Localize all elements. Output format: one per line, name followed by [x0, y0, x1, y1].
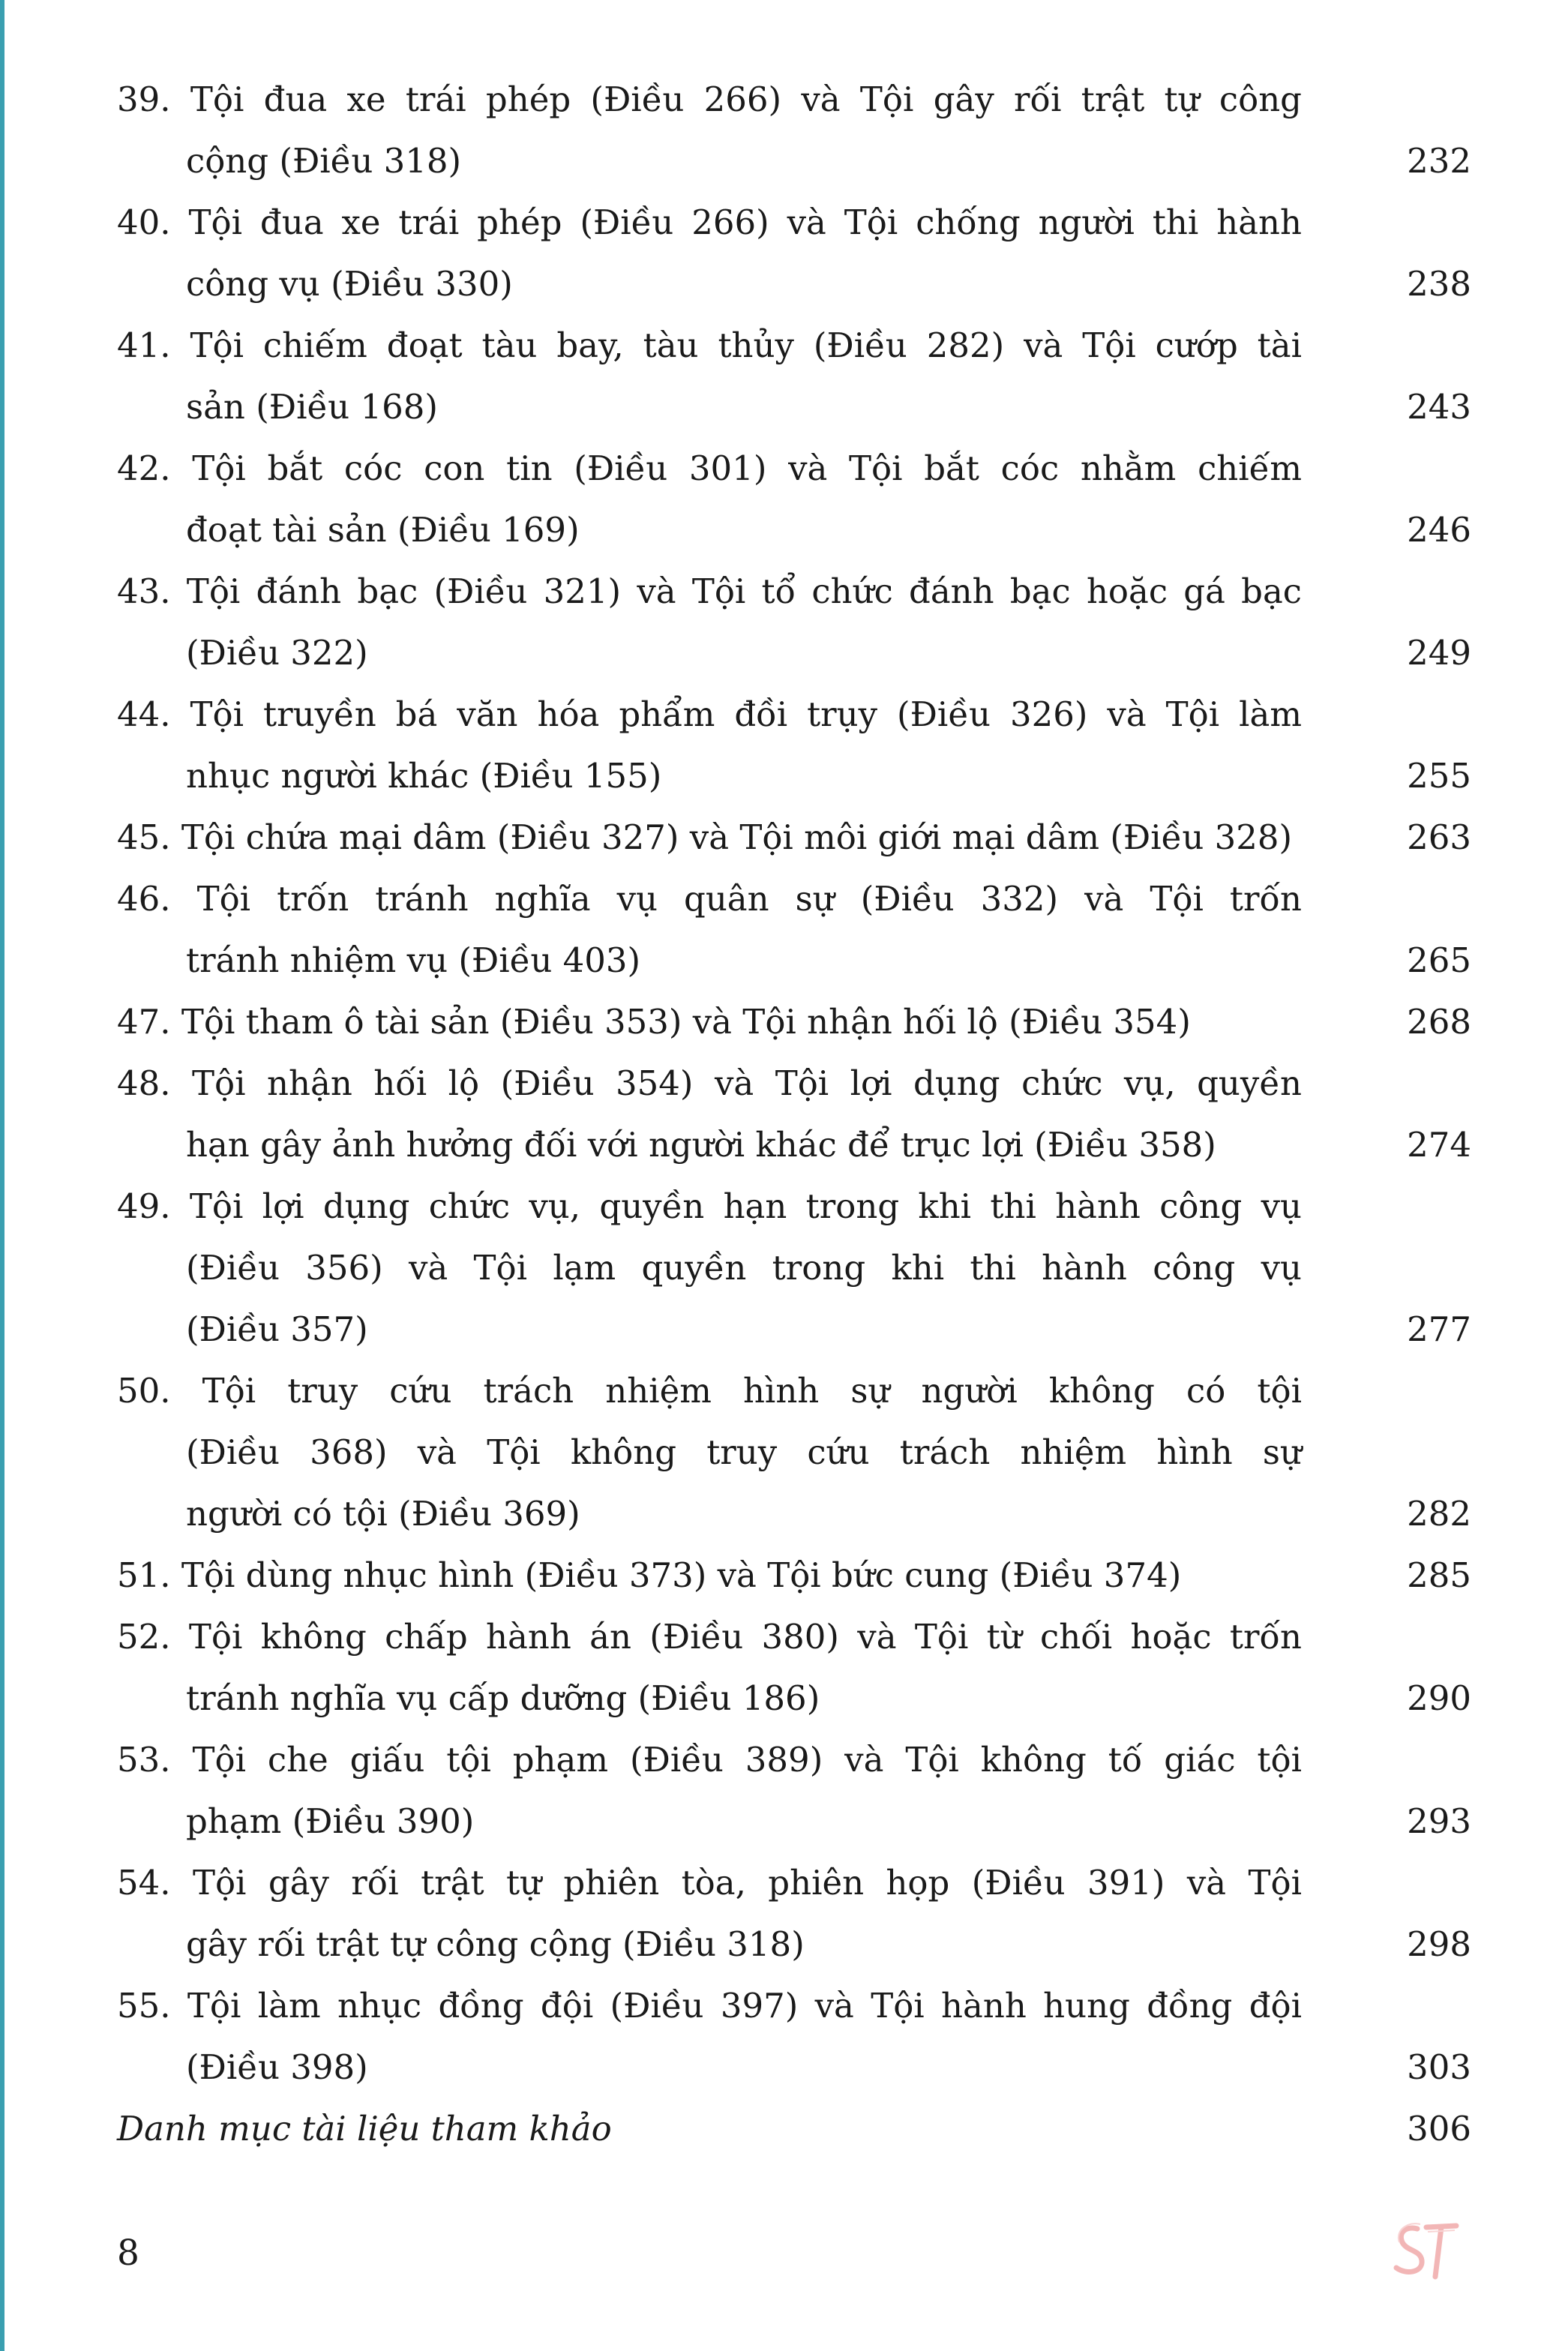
toc-entry-title: 40. Tội đua xe trái phép (Điều 266) và Tội chống người thi hành [117, 202, 1302, 242]
toc-entry [117, 1975, 1471, 2098]
toc-entry-title-continuation: tránh nghĩa vụ cấp dưỡng (Điều 186) [186, 1678, 820, 1718]
toc-entry-page-number: 246 [1407, 510, 1471, 550]
toc-entry-page-number: 243 [1407, 387, 1471, 427]
toc-entry-title-continuation: sản (Điều 168) [186, 387, 438, 427]
toc-entry [117, 1606, 1471, 1729]
toc-entry [117, 1852, 1471, 1975]
toc-entry-title: 44. Tội truyền bá văn hóa phẩm đồi trụy (Điều 326) và Tội làm [117, 694, 1302, 734]
toc-entry-page-number: 290 [1407, 1678, 1471, 1718]
toc-entry-title-continuation: (Điều 368) và Tội không truy cứu trách nhiệm hình sự [186, 1432, 1302, 1472]
toc-entry [117, 69, 1471, 192]
toc-entry-page-number: 303 [1407, 2047, 1471, 2087]
toc-entry [117, 1545, 1471, 1606]
toc-entry-title-continuation: (Điều 357) [186, 1309, 368, 1349]
toc-entry [117, 315, 1471, 438]
toc-entry-title-continuation: cộng (Điều 318) [186, 141, 462, 181]
toc-entry [117, 2098, 1471, 2160]
toc-entry-title-continuation: phạm (Điều 390) [186, 1801, 475, 1841]
toc-entry-title: 42. Tội bắt cóc con tin (Điều 301) và Tội bắt cóc nhằm chiếm [117, 448, 1302, 488]
toc-entry-page-number: 277 [1407, 1309, 1471, 1349]
toc-entry-title: 50. Tội truy cứu trách nhiệm hình sự người không có tội [117, 1371, 1302, 1411]
toc-entry-page-number: 232 [1407, 141, 1471, 181]
toc-entry-title-continuation: hạn gây ảnh hưởng đối với người khác để trục lợi (Điều 358) [186, 1125, 1216, 1165]
toc-entry-title-continuation: (Điều 322) [186, 633, 368, 673]
table-of-contents [117, 69, 1471, 2160]
page-left-edge [0, 0, 4, 2351]
toc-entry-page-number: 255 [1407, 756, 1471, 796]
toc-entry [117, 807, 1471, 868]
toc-entry [117, 1360, 1471, 1545]
toc-entry-title: 45. Tội chứa mại dâm (Điều 327) và Tội môi giới mại dâm (Điều 328) [117, 817, 1293, 857]
toc-entry-title-continuation: (Điều 356) và Tội lạm quyền trong khi thi hành công vụ [186, 1248, 1302, 1288]
toc-entry [117, 1053, 1471, 1176]
toc-entry-page-number: 268 [1407, 1002, 1471, 1042]
toc-entry-title-continuation: tránh nhiệm vụ (Điều 403) [186, 940, 641, 980]
toc-entry [117, 991, 1471, 1053]
toc-entry [117, 561, 1471, 684]
toc-entry-title-continuation: gây rối trật tự công cộng (Điều 318) [186, 1924, 805, 1964]
toc-entry-title: 41. Tội chiếm đoạt tàu bay, tàu thủy (Điều 282) và Tội cướp tài [117, 325, 1302, 365]
toc-entry-title: 51. Tội dùng nhục hình (Điều 373) và Tội bức cung (Điều 374) [117, 1555, 1182, 1595]
toc-entry-page-number: 306 [1407, 2109, 1471, 2149]
toc-entry-title-continuation: (Điều 398) [186, 2047, 368, 2087]
toc-entry-page-number: 249 [1407, 633, 1471, 673]
toc-entry-page-number: 263 [1407, 817, 1471, 857]
toc-entry [117, 438, 1471, 561]
toc-entry-page-number: 265 [1407, 940, 1471, 980]
toc-entry-title-continuation: đoạt tài sản (Điều 169) [186, 510, 580, 550]
toc-entry [117, 1729, 1471, 1852]
toc-entry-page-number: 282 [1407, 1494, 1471, 1534]
toc-entry-title-continuation: công vụ (Điều 330) [186, 264, 513, 304]
toc-entry-title: 54. Tội gây rối trật tự phiên tòa, phiên họp (Điều 391) và Tội [117, 1863, 1302, 1903]
toc-entry-page-number: 274 [1407, 1125, 1471, 1165]
toc-entry-page-number: 293 [1407, 1801, 1471, 1841]
toc-entry-title-continuation: nhục người khác (Điều 155) [186, 756, 662, 796]
toc-entry-title-continuation: người có tội (Điều 369) [186, 1494, 580, 1534]
toc-entry [117, 868, 1471, 991]
toc-entry-title: Danh mục tài liệu tham khảo [117, 2109, 612, 2149]
st-publisher-logo-icon [1387, 2212, 1462, 2287]
toc-entry-title: 43. Tội đánh bạc (Điều 321) và Tội tổ chức đánh bạc hoặc gá bạc [117, 571, 1302, 611]
toc-entry-title: 47. Tội tham ô tài sản (Điều 353) và Tội nhận hối lộ (Điều 354) [117, 1002, 1191, 1042]
toc-entry-title: 53. Tội che giấu tội phạm (Điều 389) và Tội không tố giác tội [117, 1740, 1302, 1780]
toc-entry-title: 48. Tội nhận hối lộ (Điều 354) và Tội lợi dụng chức vụ, quyền [117, 1063, 1302, 1103]
toc-entry-title: 39. Tội đua xe trái phép (Điều 266) và Tội gây rối trật tự công [117, 79, 1302, 119]
toc-entry-title: 46. Tội trốn tránh nghĩa vụ quân sự (Điều 332) và Tội trốn [117, 879, 1302, 919]
toc-entry-title: 49. Tội lợi dụng chức vụ, quyền hạn trong khi thi hành công vụ [117, 1186, 1302, 1226]
toc-entry-page-number: 298 [1407, 1924, 1471, 1964]
toc-entry [117, 192, 1471, 315]
toc-entry [117, 1176, 1471, 1360]
toc-entry-page-number: 285 [1407, 1555, 1471, 1595]
toc-entry-title: 52. Tội không chấp hành án (Điều 380) và Tội từ chối hoặc trốn [117, 1617, 1302, 1657]
page-number: 8 [117, 2233, 139, 2274]
toc-entry [117, 684, 1471, 807]
toc-entry-title: 55. Tội làm nhục đồng đội (Điều 397) và Tội hành hung đồng đội [117, 1986, 1302, 2026]
toc-entry-page-number: 238 [1407, 264, 1471, 304]
